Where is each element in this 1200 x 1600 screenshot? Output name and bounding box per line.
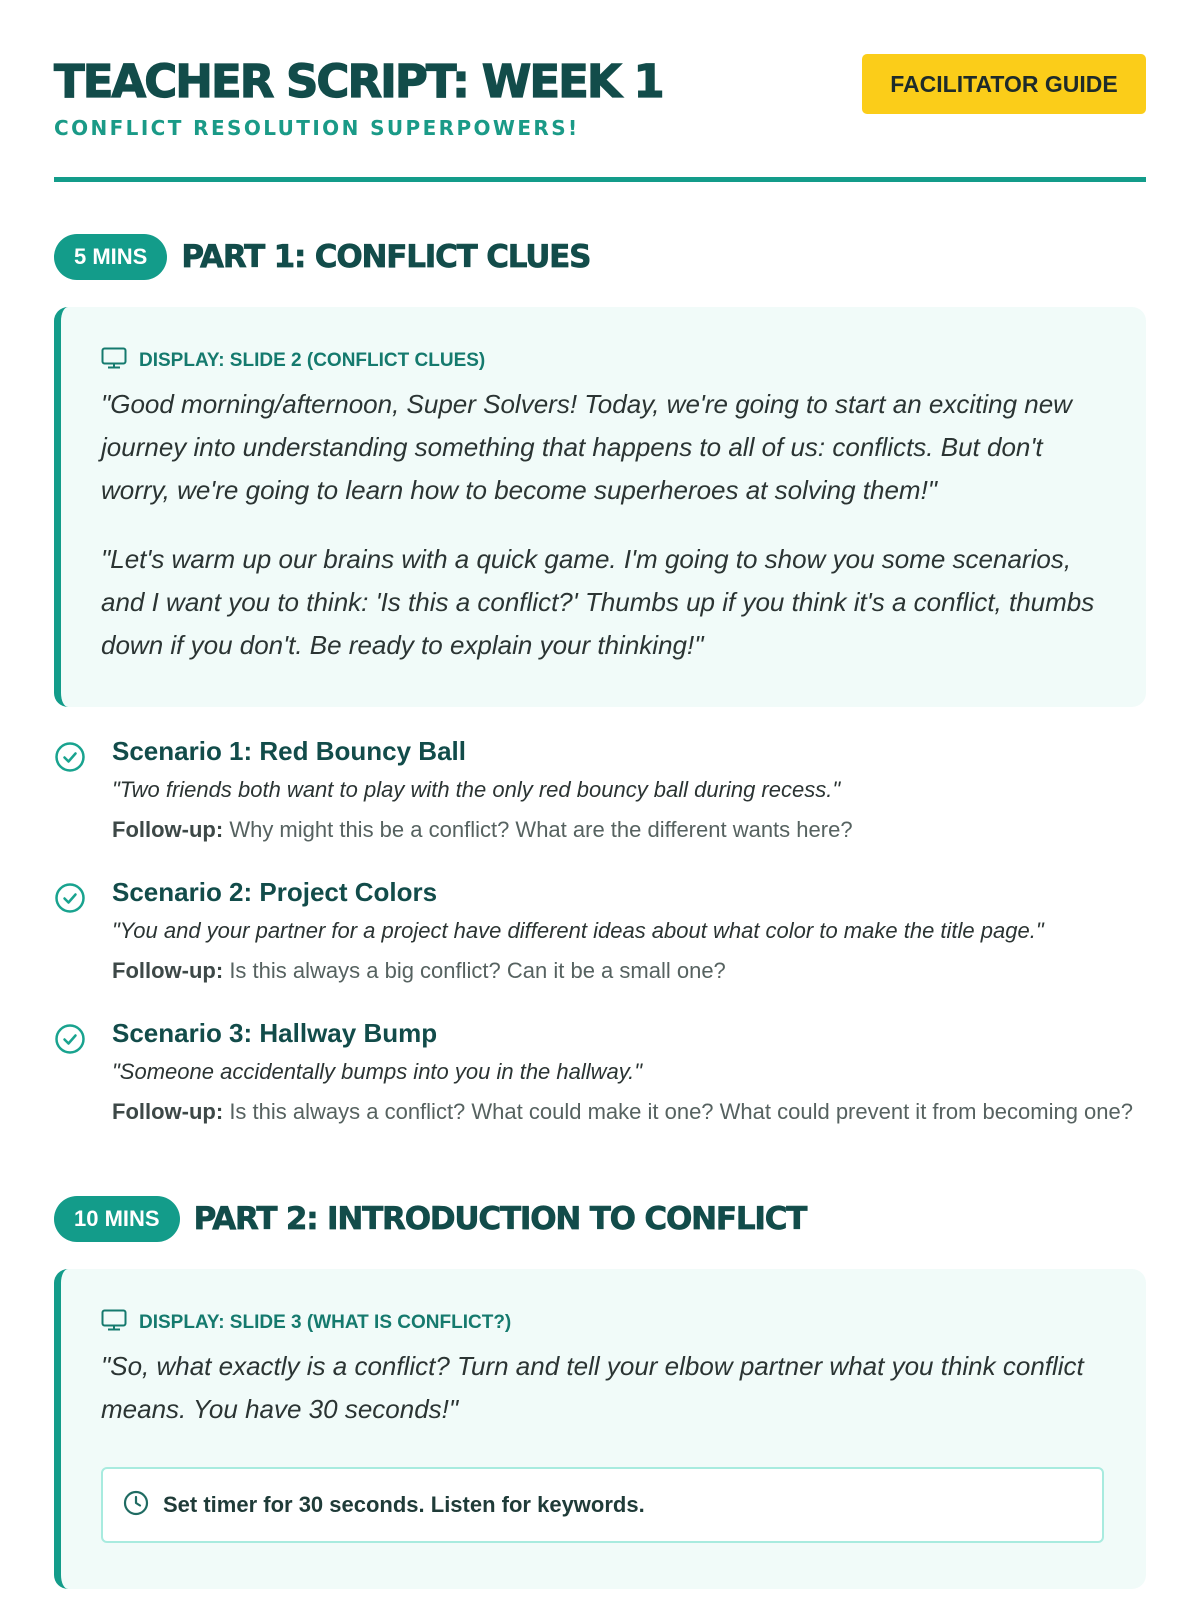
scenario-item <box>54 876 1146 987</box>
part2-duration-badge: 10 MINS <box>54 1196 180 1242</box>
facilitator-guide-button[interactable]: FACILITATOR GUIDE <box>862 54 1146 114</box>
scenario-title: Scenario 2: Project Colors <box>112 877 438 907</box>
part2-heading <box>54 1196 1146 1242</box>
follow-up-text: Is this always a big conflict? Can it be a small one? <box>229 958 726 983</box>
scenario-quote: "You and your partner for a project have different ideas about what color to make the title page." <box>112 918 1044 943</box>
scenario-quote: "Someone accidentally bumps into you in the hallway." <box>112 1059 643 1084</box>
monitor-icon <box>101 347 139 375</box>
check-circle-icon <box>54 1023 86 1060</box>
part2-quote: "So, what exactly is a conflict? Turn and tell your elbow partner what you think conflict means. You have 30 seconds!" <box>101 1351 1084 1424</box>
page-header <box>54 0 1146 182</box>
scenario-title: Scenario 3: Hallway Bump <box>112 1018 438 1048</box>
scenario-follow-up <box>112 813 1146 846</box>
part1-title: PART 1: CONFLICT CLUES <box>181 239 591 275</box>
part2-title: PART 2: INTRODUCTION TO CONFLICT <box>193 1201 807 1237</box>
check-circle-icon <box>54 882 86 919</box>
part1-script-box <box>54 307 1146 707</box>
follow-up-label: Follow-up: <box>112 958 224 983</box>
scenario-follow-up <box>112 954 1146 987</box>
part1-quote-2: "Let's warm up our brains with a quick game. I'm going to show you some scenarios, and I want you to think: 'Is this a conflict?' Thumbs up if you think it's a conflict, thumbs down if you don't. Be ready to explain your thinking!" <box>101 544 1095 660</box>
page-subtitle: CONFLICT RESOLUTION SUPERPOWERS! <box>54 116 580 140</box>
part1-duration-badge: 5 MINS <box>54 234 167 280</box>
scenario-quote: "Two friends both want to play with the only red bouncy ball during recess." <box>112 777 841 802</box>
part1-quote-1: "Good morning/afternoon, Super Solvers! Today, we're going to start an exciting new journey into understanding something that happens to all of us: conflicts. But don't worry, we're going to learn how to become superheroes at solving them!" <box>101 389 1072 505</box>
part2-display-line <box>101 1309 1104 1337</box>
part2-script-box <box>54 1269 1146 1589</box>
follow-up-text: Is this always a conflict? What could make it one? What could prevent it from becoming one? <box>229 1099 1133 1124</box>
part2-display-label: DISPLAY: SLIDE 3 (WHAT IS CONFLICT?) <box>139 1312 512 1333</box>
page-title: TEACHER SCRIPT: WEEK 1 <box>54 55 663 108</box>
scenario-follow-up <box>112 1095 1146 1128</box>
monitor-icon <box>101 1309 139 1337</box>
clock-icon <box>123 1490 163 1521</box>
part1-heading <box>54 234 1146 280</box>
scenario-title: Scenario 1: Red Bouncy Ball <box>112 736 466 766</box>
check-circle-icon <box>54 741 86 778</box>
follow-up-text: Why might this be a conflict? What are the different wants here? <box>229 817 853 842</box>
scenario-item <box>54 735 1146 846</box>
follow-up-label: Follow-up: <box>112 817 224 842</box>
part1-display-label: DISPLAY: SLIDE 2 (CONFLICT CLUES) <box>139 350 486 371</box>
follow-up-label: Follow-up: <box>112 1099 224 1124</box>
scenario-item <box>54 1017 1146 1128</box>
timer-note <box>101 1467 1104 1543</box>
part1-display-line <box>101 347 1104 375</box>
timer-note-text: Set timer for 30 seconds. Listen for keywords. <box>163 1492 645 1517</box>
